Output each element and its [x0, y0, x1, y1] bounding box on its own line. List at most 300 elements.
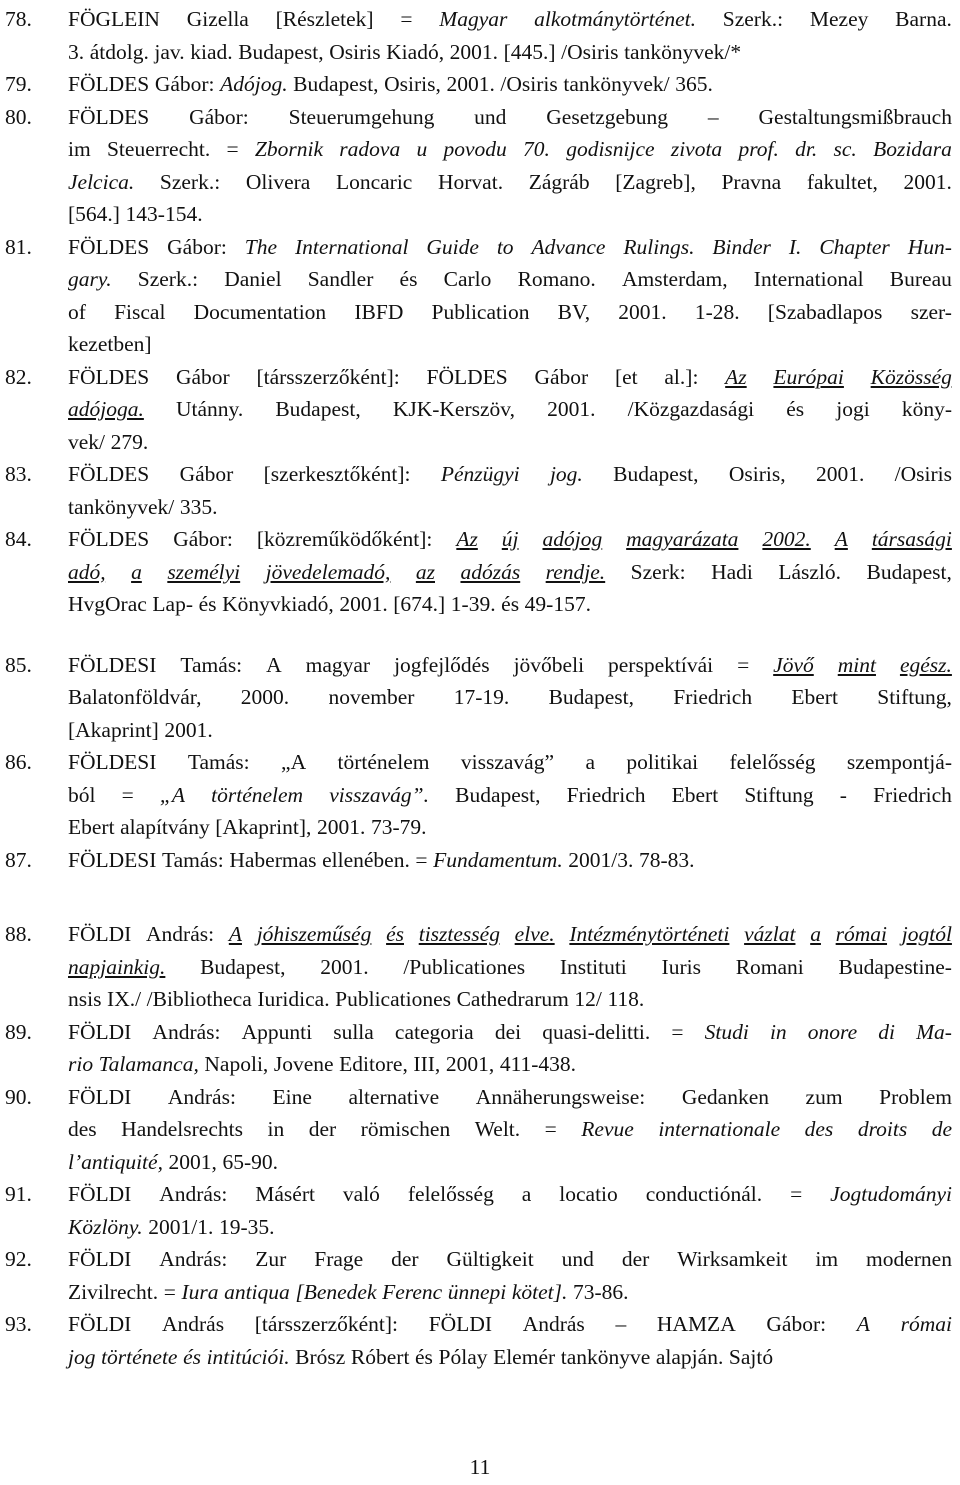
- entry-line: [68, 811, 952, 844]
- entry-word: Ebert: [791, 685, 838, 709]
- entry-word: =: [163, 1279, 176, 1304]
- entry-word: dr.: [795, 137, 818, 161]
- entry-word: Szerk.:: [159, 169, 221, 194]
- entry-number: 78.: [5, 7, 32, 31]
- entry-word: antiqua: [224, 1279, 290, 1304]
- entry-word: A: [266, 652, 282, 677]
- entry-word: povodu: [443, 137, 507, 161]
- entry-word: perspektívái: [608, 652, 714, 677]
- bibliography-entry: [0, 101, 960, 231]
- entry-word: Gizella: [186, 7, 249, 31]
- entry-word: András:: [167, 1084, 236, 1109]
- entry-word: ünnepi: [447, 1279, 507, 1304]
- entry-word: radova: [339, 137, 401, 161]
- entry-word: Budapest,: [613, 462, 699, 486]
- entry-word: Ebert: [671, 782, 719, 807]
- entry-word: a: [585, 750, 595, 774]
- entry-line: [68, 1211, 952, 1244]
- entry-word: Budapest,: [866, 559, 952, 584]
- entry-line: [68, 426, 952, 459]
- entry-word: 2001/1.: [148, 1214, 214, 1239]
- entry-word: Horvat.: [438, 169, 504, 194]
- entry-word: Rulings.: [623, 234, 695, 259]
- entry-line: [68, 166, 952, 199]
- entry-word: Barna.: [895, 7, 952, 31]
- entry-word: Jogtudományi: [830, 1182, 952, 1206]
- entry-word: –: [615, 1312, 627, 1336]
- entry-word: Loncaric: [335, 169, 413, 194]
- entry-word: a: [521, 1182, 532, 1206]
- entry-word: adójog: [542, 527, 603, 551]
- entry-word: Appunti: [241, 1019, 313, 1044]
- entry-word: FÖLDI: [428, 1312, 493, 1336]
- entry-word: FÖLDES: [426, 364, 508, 389]
- entry-word: ból: [68, 782, 96, 807]
- entry-word: Amsterdam,: [621, 267, 728, 291]
- bibliography-entry: [0, 844, 960, 877]
- entry-word: der: [391, 1247, 419, 1271]
- entry-word: in: [267, 1117, 285, 1141]
- entry-word: Gábor:: [154, 72, 215, 96]
- entry-word: der: [621, 1247, 650, 1271]
- entry-word: Romano.: [517, 267, 596, 291]
- entry-word: nsis: [68, 987, 102, 1011]
- entry-word: Gestaltungsmißbrauch: [758, 104, 952, 129]
- entry-line: [68, 231, 952, 264]
- entry-word: im: [815, 1247, 839, 1271]
- entry-word: tankönyve: [560, 1344, 651, 1369]
- entry-word: elve.: [514, 922, 555, 946]
- entry-word: 70.: [523, 137, 550, 161]
- entry-word: Ferenc: [382, 1279, 443, 1304]
- entry-word: modernen: [866, 1247, 952, 1271]
- entry-word: adó,: [68, 559, 106, 584]
- entry-word: rio: [68, 1052, 94, 1076]
- entry-word: Pólay: [438, 1344, 488, 1369]
- entry-word: Iura: [181, 1279, 219, 1304]
- entry-word: Instituti: [559, 954, 627, 979]
- entry-word: Problem: [879, 1084, 952, 1109]
- entry-word: Talamanca,: [98, 1052, 199, 1076]
- entry-word: András:: [146, 922, 215, 946]
- entry-word: Fiscal: [114, 299, 166, 324]
- entry-word: és: [399, 267, 418, 291]
- entry-line: [68, 491, 952, 524]
- entry-word: Pénzügyi: [440, 462, 520, 486]
- entry-word: az: [415, 559, 435, 584]
- entry-word: tankönyvek/: [563, 72, 670, 96]
- entry-word: 411-438.: [499, 1052, 577, 1076]
- entry-word: al.]:: [664, 364, 699, 389]
- entry-word: Közösség: [870, 364, 952, 389]
- entry-line: [68, 101, 952, 134]
- entry-word: =: [226, 137, 239, 161]
- entry-word: KJK-Kerszöv,: [392, 397, 516, 421]
- page-number: 11: [469, 1455, 491, 1479]
- entry-word: 1-28.: [694, 299, 740, 324]
- entry-word: FÖLDES: [68, 527, 150, 551]
- entry-word: [Akaprint],: [215, 815, 312, 839]
- entry-word: felelősség: [407, 1182, 494, 1206]
- entry-word: [et: [614, 364, 638, 389]
- entry-word: 279.: [110, 429, 149, 454]
- entry-word: di: [878, 1019, 896, 1044]
- entry-word: 143-154.: [125, 202, 203, 226]
- entry-word: Stiftung: [744, 782, 814, 807]
- entry-word: Jövő: [773, 652, 814, 677]
- entry-word: Utánny.: [175, 397, 244, 421]
- entry-word: jogfejlődés: [394, 652, 490, 677]
- bibliography-entry: [0, 361, 960, 459]
- entry-word: [Benedek: [295, 1279, 377, 1304]
- entry-word: [445.]: [503, 39, 556, 64]
- entry-word: Az: [725, 364, 747, 389]
- entry-word: III,: [413, 1052, 441, 1076]
- entry-word: zum: [805, 1084, 843, 1109]
- entry-word: –: [707, 104, 719, 129]
- entry-word: felelősség: [729, 750, 816, 774]
- entry-word: Gábor:: [766, 1312, 827, 1336]
- entry-word: A: [228, 922, 242, 946]
- entry-word: [szerkesztőként]:: [263, 462, 411, 486]
- entry-word: prof.: [738, 137, 779, 161]
- bibliography-entry: [0, 68, 960, 101]
- entry-word: Friedrich: [673, 685, 753, 709]
- entry-word: [674.]: [393, 592, 446, 616]
- entry-word: des: [804, 1117, 834, 1141]
- entry-word: Osiris: [329, 39, 381, 64]
- entry-line: [68, 1308, 952, 1341]
- entry-word: Cathedrarum: [456, 987, 569, 1011]
- entry-line: [68, 3, 952, 36]
- entry-word: [társszerzőként]:: [256, 364, 400, 389]
- entry-word: [Részletek]: [275, 7, 374, 31]
- entry-word: Documentation: [193, 299, 327, 324]
- entry-line: [68, 649, 952, 682]
- entry-word: adójoga.: [68, 397, 144, 421]
- entry-word: Sandler: [307, 267, 374, 291]
- entry-word: társasági: [871, 527, 952, 551]
- entry-word: dei: [494, 1019, 522, 1044]
- entry-word: [Szabadlapos: [767, 299, 883, 324]
- entry-word: International: [753, 267, 864, 291]
- entry-line: [68, 1276, 952, 1309]
- entry-line: [68, 556, 952, 589]
- entry-word: 2000.: [240, 685, 290, 709]
- entry-line: [68, 714, 952, 747]
- entry-word: 49-157.: [524, 592, 591, 616]
- entry-word: alapítvány: [120, 815, 210, 839]
- entry-line: [68, 361, 952, 394]
- entry-word: Jovene: [273, 1052, 334, 1076]
- entry-word: Mezey: [809, 7, 869, 31]
- entry-word: locatio: [559, 1182, 618, 1206]
- entry-line: [68, 393, 952, 426]
- entry-word: András:: [159, 1247, 228, 1271]
- entry-word: A: [856, 1312, 870, 1336]
- entry-word: egész.: [899, 652, 952, 677]
- entry-word: FÖLDES: [68, 234, 150, 259]
- entry-line: [68, 983, 952, 1016]
- entry-word: 3.: [68, 39, 85, 64]
- entry-word: Budapest,: [548, 685, 634, 709]
- entry-word: és: [183, 1344, 201, 1369]
- entry-word: vázlat: [744, 922, 796, 946]
- entry-word: Friedrich: [873, 782, 952, 807]
- entry-word: visszavág”: [460, 750, 555, 774]
- bibliography-entry: [0, 3, 960, 68]
- entry-word: 2001.: [903, 169, 952, 194]
- entry-word: és: [786, 397, 805, 421]
- entry-word: András: [161, 1312, 225, 1336]
- entry-word: intitúciói.: [206, 1344, 290, 1369]
- entry-word: Gábor:: [167, 234, 227, 259]
- entry-word: Szerk:: [630, 559, 686, 584]
- entry-word: /Publicationes: [403, 954, 526, 979]
- entry-word: FÖLDESI: [68, 750, 157, 774]
- entry-line: [68, 133, 952, 166]
- entry-word: in: [769, 1019, 787, 1044]
- entry-word: onore: [807, 1019, 858, 1044]
- entry-number: 86.: [5, 750, 32, 774]
- entry-word: átdolg.: [89, 39, 149, 64]
- entry-number: 93.: [5, 1312, 32, 1336]
- entry-word: The: [244, 234, 278, 259]
- entry-word: vek/: [68, 429, 106, 454]
- entry-word: Editore,: [339, 1052, 408, 1076]
- entry-number: 88.: [5, 922, 32, 946]
- entry-word: FÖLDI: [68, 1247, 132, 1271]
- entry-word: 19-35.: [218, 1214, 275, 1239]
- entry-word: /Bibliotheca: [146, 987, 252, 1011]
- entry-word: András:: [152, 1019, 221, 1044]
- entry-word: [Zagreb],: [615, 169, 696, 194]
- entry-word: 365.: [675, 72, 713, 96]
- entry-word: Budapestine-: [838, 954, 952, 979]
- entry-word: Guide: [426, 234, 479, 259]
- bibliography-entry: [0, 1243, 960, 1308]
- entry-word: Welt.: [474, 1117, 521, 1141]
- entry-word: jogi: [836, 397, 870, 421]
- entry-word: fakultet,: [806, 169, 878, 194]
- entry-word: kezetben]: [68, 332, 152, 356]
- entry-word: Steuerumgehung: [288, 104, 435, 129]
- entry-word: Ma-: [916, 1019, 952, 1044]
- entry-word: szer-: [910, 299, 952, 324]
- entry-word: der: [308, 1117, 337, 1141]
- entry-word: 73-86.: [572, 1279, 629, 1304]
- entry-word: tankönyvek/*: [624, 39, 742, 64]
- entry-word: 2001.: [449, 39, 499, 64]
- entry-word: 118.: [607, 987, 645, 1011]
- entry-word: Eine: [272, 1084, 312, 1109]
- entry-word: alkotmánytörténet.: [534, 7, 696, 31]
- entry-number: 91.: [5, 1182, 32, 1206]
- entry-word: International: [294, 234, 409, 259]
- entry-word: Zur: [255, 1247, 287, 1271]
- entry-word: Intézménytörténeti: [569, 922, 730, 946]
- entry-number: 82.: [5, 364, 32, 389]
- entry-number: 89.: [5, 1019, 32, 1044]
- entry-word: IX./: [107, 987, 142, 1011]
- entry-word: /Osiris: [894, 462, 952, 486]
- entry-line: [68, 458, 952, 491]
- entry-word: Adójog.: [220, 72, 288, 96]
- entry-word: kiad.: [190, 39, 233, 64]
- entry-word: 2001.: [446, 72, 495, 96]
- entry-word: Advance: [531, 234, 606, 259]
- entry-line: [68, 844, 952, 877]
- entry-word: 73-79.: [370, 815, 427, 839]
- entry-word: jövőbeli: [513, 652, 585, 677]
- entry-word: Szerk.:: [137, 267, 199, 291]
- entry-line: [68, 1178, 952, 1211]
- entry-number: 85.: [5, 652, 32, 677]
- entry-word: Gedanken: [681, 1084, 769, 1109]
- entry-word: 12/: [574, 987, 602, 1011]
- entry-word: Chapter: [819, 234, 890, 259]
- entry-word: =: [121, 782, 134, 807]
- entry-word: 2001.: [164, 717, 213, 742]
- entry-word: FÖGLEIN: [68, 7, 160, 31]
- entry-word: Balatonföldvár,: [68, 685, 202, 709]
- entry-word: Gábor:: [173, 527, 233, 551]
- entry-word: jog: [68, 1344, 96, 1369]
- bibliography-entry: [0, 1308, 960, 1373]
- entry-word: Elemér: [493, 1344, 556, 1369]
- entry-number: 79.: [5, 72, 32, 96]
- entry-word: Publication: [431, 299, 530, 324]
- entry-word: a: [810, 922, 821, 946]
- entry-word: Lap-: [152, 592, 193, 616]
- entry-word: internationale: [658, 1117, 781, 1141]
- entry-word: FÖLDESI: [68, 652, 157, 677]
- entry-word: a: [131, 559, 142, 584]
- entry-word: rendje.: [545, 559, 606, 584]
- entry-number: 81.: [5, 234, 32, 259]
- entry-word: Budapest,: [455, 782, 541, 807]
- entry-word: Zágráb: [528, 169, 590, 194]
- entry-number: 80.: [5, 104, 32, 129]
- entry-line: [68, 918, 952, 951]
- entry-word: 2001/3.: [568, 847, 634, 872]
- entry-word: Gábor:: [189, 104, 249, 129]
- entry-word: történelem: [211, 782, 304, 807]
- entry-word: Olivera: [245, 169, 311, 194]
- entry-line: [68, 198, 952, 231]
- entry-line: [68, 68, 952, 101]
- entry-word: Bozidara: [873, 137, 952, 161]
- entry-word: Iuridica.: [257, 987, 330, 1011]
- entry-word: =: [671, 1019, 684, 1044]
- bibliography-entry: [0, 1178, 960, 1243]
- bibliography-entry: [0, 1016, 960, 1081]
- entry-word: jog.: [549, 462, 583, 486]
- entry-word: Az: [456, 527, 478, 551]
- entry-word: und: [561, 1247, 594, 1271]
- entry-word: 2001.: [547, 397, 596, 421]
- entry-word: új: [501, 527, 519, 551]
- entry-line: [68, 1146, 952, 1179]
- entry-word: Tamás:: [161, 847, 224, 872]
- entry-line: [68, 779, 952, 812]
- entry-word: Közlöny.: [68, 1214, 143, 1239]
- entry-word: Róbert: [350, 1344, 410, 1369]
- entry-word: alternative: [348, 1084, 440, 1109]
- entry-word: zivota: [670, 137, 723, 161]
- entry-word: Budapest,: [238, 39, 324, 64]
- entry-word: magyarázata: [626, 527, 739, 551]
- entry-word: Fundamentum.: [433, 847, 563, 872]
- entry-word: HvgOrac: [68, 592, 147, 616]
- entry-word: [564.]: [68, 202, 120, 226]
- entry-word: Napoli,: [204, 1052, 269, 1076]
- entry-line: [68, 36, 952, 69]
- entry-word: 2001.: [815, 462, 865, 486]
- entry-number: 87.: [5, 847, 32, 872]
- entry-word: politikai: [626, 750, 699, 774]
- entry-word: adózás: [460, 559, 521, 584]
- entry-word: Brósz: [295, 1344, 346, 1369]
- entry-word: szempontjá-: [846, 750, 952, 774]
- entry-word: FÖLDI: [68, 1084, 132, 1109]
- entry-word: Kiadó,: [386, 39, 445, 64]
- entry-word: magyar: [305, 652, 371, 677]
- entry-word: András:: [159, 1182, 228, 1206]
- entry-word: FÖLDES: [68, 462, 150, 486]
- entry-word: története: [101, 1344, 178, 1369]
- entry-word: to: [496, 234, 514, 259]
- entry-word: /Közgazdasági: [627, 397, 755, 421]
- entry-word: conductiónál.: [645, 1182, 763, 1206]
- entry-word: FÖLDI: [68, 1182, 132, 1206]
- entry-word: =: [544, 1117, 557, 1141]
- entry-line: [68, 588, 952, 621]
- entry-word: gary.: [68, 267, 112, 291]
- entry-word: Tamás:: [187, 750, 250, 774]
- entry-word: és: [501, 592, 520, 616]
- entry-word: droits: [857, 1117, 908, 1141]
- entry-word: 2002.: [762, 527, 811, 551]
- entry-word: tisztesség: [418, 922, 500, 946]
- entry-word: Habermas: [229, 847, 317, 872]
- entry-word: november: [328, 685, 415, 709]
- entry-word: HAMZA: [656, 1312, 736, 1336]
- entry-word: 2001.: [316, 815, 366, 839]
- entry-word: jóhiszeműség: [256, 922, 372, 946]
- entry-word: römischen: [360, 1117, 451, 1141]
- entry-word: FÖLDES: [68, 72, 150, 96]
- entry-word: FÖLDI: [68, 1019, 132, 1044]
- entry-word: Budapest,: [293, 72, 379, 96]
- entry-word: Budapest,: [275, 397, 361, 421]
- entry-word: András: [522, 1312, 585, 1336]
- entry-word: Friedrich: [566, 782, 646, 807]
- entry-word: FÖLDI: [68, 1312, 132, 1336]
- entry-word: történelem: [337, 750, 430, 774]
- entry-word: jav.: [154, 39, 185, 64]
- entry-line: [68, 1243, 952, 1276]
- entry-line: [68, 681, 952, 714]
- entry-word: 78-83.: [638, 847, 695, 872]
- entry-word: Handelsrechts: [121, 1117, 243, 1141]
- entry-word: Sajtó: [728, 1344, 774, 1369]
- entry-word: jövedelemadó,: [265, 559, 391, 584]
- entry-word: Osiris,: [384, 72, 441, 96]
- entry-line: [68, 1016, 952, 1049]
- entry-word: alapján.: [655, 1344, 724, 1369]
- entry-word: való: [342, 1182, 380, 1206]
